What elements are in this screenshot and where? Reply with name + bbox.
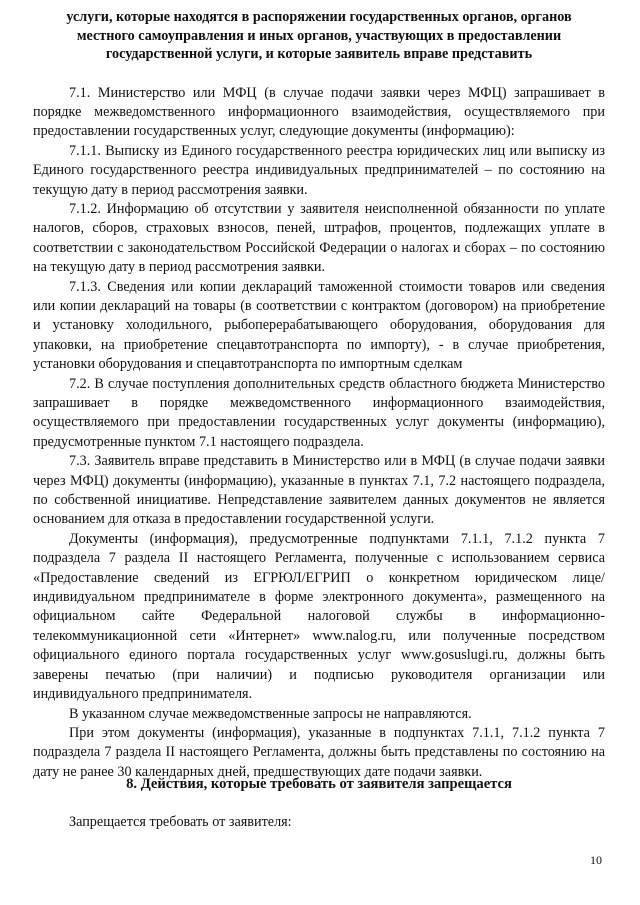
section-heading [33, 8, 605, 64]
paragraph-documents: Документы (информация), предусмотренные подпунктами 7.1.1, 7.1.2 пункта 7 подраздела 7 раздела II настоящего Регламента, полученные с использованием сервиса «Предоставление сведений из ЕГРЮЛ/ЕГРИП о конкретном юридическом лице/индивидуальном предпринимателе в форме электронного документа», размещенного на официальном сайте Федеральной налоговой службы в информационно-телекоммуникационной сети «Интернет» www.nalog.ru, или полученные посредством официального единого портала государственных услуг www.gosuslugi.ru, должны быть заверены печатью (при наличии) и подписью руководителя организации или индивидуального предпринимателя. [33, 530, 605, 703]
paragraph-7-2: 7.2. В случае поступления дополнительных средств областного бюджета Министерство запрашивает в порядке межведомственного информационного взаимодействия, осуществляемого при предоставлении государственных услуг документы (информацию), предусмотренные пунктом 7.1 настоящего подраздела. [33, 375, 605, 450]
paragraph-7-1-3: 7.1.3. Сведения или копии деклараций таможенной стоимости товаров или сведения или копии деклараций на товары (в соответствии с контрактом (договором) на приобретение и установку холодильного, рыбоперерабатывающего оборудования, оборудования для упаковки, на приобретение спецавтотранспорта по импорту), - в случае приобретения, установки оборудования и спецавтотранспорта по импортным сделкам [33, 278, 605, 373]
paragraph-7-1-2: 7.1.2. Информацию об отсутствии у заявителя неисполненной обязанности по уплате налогов, сборов, страховых взносов, пеней, штрафов, процентов, подлежащих уплате в соответствии с законодательством Российской Федерации о налогах и сборах – по состоянию на текущую дату в период рассмотрения заявки. [33, 200, 605, 276]
paragraph-no-requests: В указанном случае межведомственные запросы не направляются. [69, 705, 472, 722]
paragraph-7-1: 7.1. Министерство или МФЦ (в случае подачи заявки через МФЦ) запрашивает в порядке межведомственного информационного взаимодействия, осуществляемого при предоставлении государственных услуг, следующие документы (информацию): [33, 84, 605, 140]
heading-line: услуги, которые находятся в распоряжении государственных органов, органов [66, 9, 572, 25]
heading-line: местного самоуправления и иных органов, участвующих в предоставлении [76, 27, 562, 44]
document-page [33, 8, 605, 782]
paragraph-7-3: 7.3. Заявитель вправе представить в Министерство или в МФЦ (в случае подачи заявки через МФЦ) документы (информацию), указанные в пунктах 7.1, 7.2 настоящего подраздела, по собственной инициативе. Непредставление заявителем данных документов не является основанием для отказа в предоставлении государственной услуги. [33, 453, 605, 528]
section-8-title: 8. Действия, которые требовать от заявителя запрещается [126, 776, 512, 792]
paragraph-date-requirement: При этом документы (информация), указанные в подпунктах 7.1.1, 7.1.2 пункта 7 подраздела 7 раздела II настоящего Регламента, должны быть представлены по состоянию на дату не ранее 30 календарных дней, предшествующих дате подачи заявки. [33, 724, 605, 780]
paragraph-7-1-1: 7.1.1. Выписку из Единого государственного реестра юридических лиц или выписку из Единого государственного реестра индивидуальных предпринимателей – по состоянию на текущую дату в период рассмотрения заявки. [33, 142, 605, 198]
heading-line: государственной услуги, и которые заявитель вправе представить [105, 46, 533, 62]
page-number: 10 [590, 853, 602, 867]
section-8-lead: Запрещается требовать от заявителя: [69, 814, 292, 830]
body-text [33, 84, 605, 783]
